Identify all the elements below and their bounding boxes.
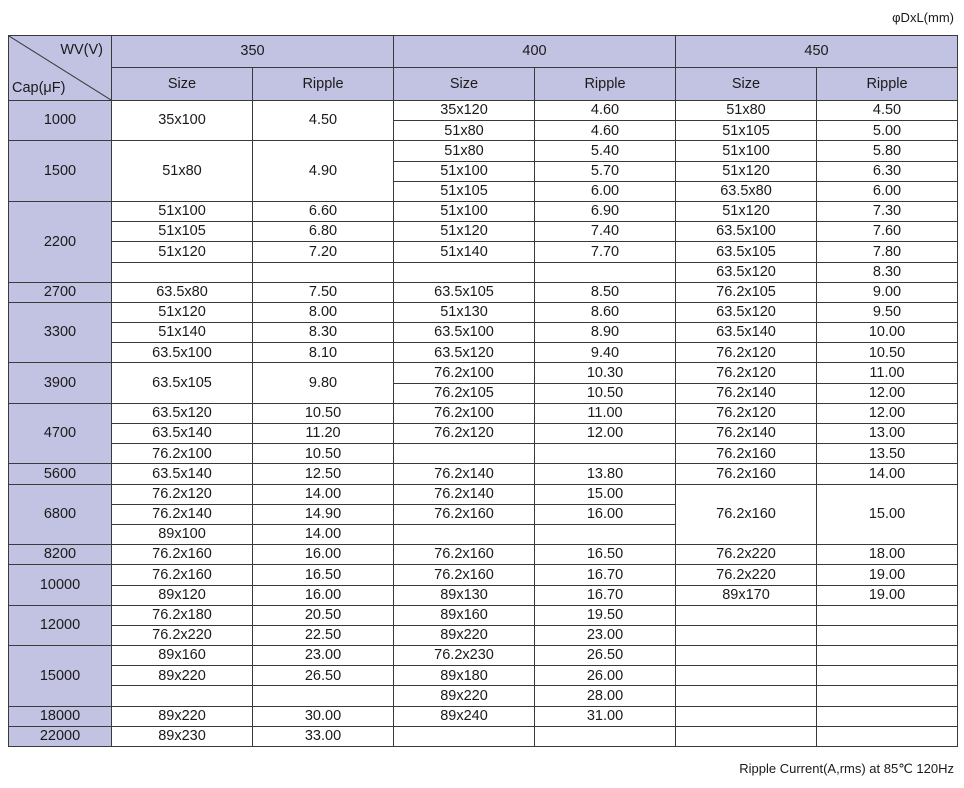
size-cell-350: 35x100 (112, 101, 253, 141)
ripple-cell-450: 11.00 (817, 363, 958, 383)
size-cell-450: 63.5x120 (676, 302, 817, 322)
size-cell-350: 76.2x120 (112, 484, 253, 504)
size-cell-450: 89x170 (676, 585, 817, 605)
ripple-cell-400: 4.60 (535, 121, 676, 141)
ripple-cell-400: 26.50 (535, 646, 676, 666)
capacitance-cell: 8200 (9, 545, 112, 565)
ripple-cell-400 (535, 524, 676, 544)
voltage-header-row (9, 36, 958, 68)
size-cell-350: 76.2x160 (112, 545, 253, 565)
corner-header (9, 36, 112, 101)
ripple-cell-450: 13.00 (817, 424, 958, 444)
capacitance-cell: 15000 (9, 646, 112, 707)
ripple-cell-350: 8.00 (253, 302, 394, 322)
size-cell-400: 89x160 (394, 605, 535, 625)
ripple-cell-450: 14.00 (817, 464, 958, 484)
ripple-cell-350: 14.00 (253, 484, 394, 504)
size-cell-400: 51x80 (394, 121, 535, 141)
ripple-cell-400: 23.00 (535, 625, 676, 645)
ripple-cell-400: 10.30 (535, 363, 676, 383)
size-cell-450: 76.2x120 (676, 343, 817, 363)
size-cell-400: 76.2x100 (394, 403, 535, 423)
table-row (9, 444, 958, 464)
size-cell-350: 51x140 (112, 323, 253, 343)
size-cell-450: 76.2x220 (676, 565, 817, 585)
capacitance-cell: 1000 (9, 101, 112, 141)
ripple-cell-350 (253, 262, 394, 282)
capacitance-cell: 22000 (9, 726, 112, 746)
capacitance-cell: 2200 (9, 201, 112, 282)
ripple-cell-450: 9.00 (817, 282, 958, 302)
size-cell-350: 89x230 (112, 726, 253, 746)
ripple-cell-450: 7.80 (817, 242, 958, 262)
size-cell-450: 51x105 (676, 121, 817, 141)
capacitance-cell: 3300 (9, 302, 112, 363)
capacitance-cell: 6800 (9, 484, 112, 545)
size-cell-400: 89x180 (394, 666, 535, 686)
ripple-cell-400: 6.90 (535, 201, 676, 221)
ripple-cell-350: 33.00 (253, 726, 394, 746)
ripple-cell-400: 7.40 (535, 222, 676, 242)
size-cell-400: 76.2x230 (394, 646, 535, 666)
table-row (9, 565, 958, 585)
ripple-cell-350: 16.00 (253, 585, 394, 605)
ripple-cell-400: 13.80 (535, 464, 676, 484)
ripple-cell-350: 10.50 (253, 403, 394, 423)
ripple-cell-450 (817, 625, 958, 645)
table-row (9, 424, 958, 444)
ripple-cell-400: 16.70 (535, 585, 676, 605)
ripple-cell-450: 19.00 (817, 565, 958, 585)
ripple-header: Ripple (535, 68, 676, 101)
column-header-row (9, 68, 958, 101)
table-row (9, 706, 958, 726)
size-cell-350: 63.5x100 (112, 343, 253, 363)
size-cell-400: 76.2x140 (394, 484, 535, 504)
size-cell-400: 63.5x100 (394, 323, 535, 343)
ripple-cell-350: 6.80 (253, 222, 394, 242)
table-row (9, 302, 958, 322)
table-row (9, 343, 958, 363)
ripple-cell-450: 10.00 (817, 323, 958, 343)
size-cell-400: 63.5x120 (394, 343, 535, 363)
size-cell-400: 51x80 (394, 141, 535, 161)
ripple-cell-450: 6.30 (817, 161, 958, 181)
size-cell-450: 76.2x105 (676, 282, 817, 302)
table-row (9, 666, 958, 686)
size-cell-400: 76.2x100 (394, 363, 535, 383)
size-cell-350: 51x105 (112, 222, 253, 242)
table-row (9, 201, 958, 221)
size-cell-450 (676, 686, 817, 706)
size-cell-400 (394, 524, 535, 544)
size-cell-450: 63.5x120 (676, 262, 817, 282)
size-cell-350: 63.5x120 (112, 403, 253, 423)
ripple-cell-350: 16.00 (253, 545, 394, 565)
table-row (9, 686, 958, 706)
table-row (9, 262, 958, 282)
ripple-cell-400: 16.00 (535, 504, 676, 524)
table-row (9, 141, 958, 161)
size-cell-400: 51x105 (394, 181, 535, 201)
table-row (9, 363, 958, 383)
voltage-350-header: 350 (112, 36, 394, 68)
ripple-cell-450: 12.00 (817, 383, 958, 403)
ripple-cell-350: 6.60 (253, 201, 394, 221)
ripple-cell-450: 5.80 (817, 141, 958, 161)
ripple-cell-350: 8.30 (253, 323, 394, 343)
size-cell-400: 89x220 (394, 686, 535, 706)
table-row (9, 323, 958, 343)
capacitance-cell: 12000 (9, 605, 112, 645)
wv-label: WV(V) (60, 42, 103, 58)
ripple-cell-350: 7.20 (253, 242, 394, 262)
size-cell-450 (676, 625, 817, 645)
ripple-cell-450 (817, 605, 958, 625)
table-row (9, 726, 958, 746)
ripple-cell-350: 8.10 (253, 343, 394, 363)
size-cell-450: 76.2x160 (676, 464, 817, 484)
size-cell-400 (394, 262, 535, 282)
size-cell-350: 51x100 (112, 201, 253, 221)
size-cell-400: 76.2x160 (394, 545, 535, 565)
table-row (9, 464, 958, 484)
table-row (9, 282, 958, 302)
size-cell-350: 51x120 (112, 302, 253, 322)
ripple-cell-400 (535, 726, 676, 746)
size-cell-400 (394, 726, 535, 746)
ripple-cell-400: 11.00 (535, 403, 676, 423)
size-cell-350: 76.2x100 (112, 444, 253, 464)
size-cell-350: 51x80 (112, 141, 253, 202)
size-cell-450: 76.2x120 (676, 363, 817, 383)
size-cell-400: 89x220 (394, 625, 535, 645)
table-row (9, 625, 958, 645)
ripple-cell-400: 8.50 (535, 282, 676, 302)
size-cell-400: 63.5x105 (394, 282, 535, 302)
capacitance-cell: 5600 (9, 464, 112, 484)
size-cell-400: 76.2x120 (394, 424, 535, 444)
ripple-cell-450: 12.00 (817, 403, 958, 423)
footnote: Ripple Current(A,rms) at 85℃ 120Hz (739, 761, 954, 776)
size-cell-350: 63.5x140 (112, 424, 253, 444)
size-cell-400: 76.2x160 (394, 504, 535, 524)
ripple-cell-350: 4.50 (253, 101, 394, 141)
ripple-cell-450: 7.30 (817, 201, 958, 221)
size-cell-450: 76.2x220 (676, 545, 817, 565)
size-cell-400: 51x100 (394, 201, 535, 221)
table-row (9, 646, 958, 666)
size-cell-350: 76.2x220 (112, 625, 253, 645)
ripple-cell-400: 16.50 (535, 545, 676, 565)
ripple-cell-350: 7.50 (253, 282, 394, 302)
size-cell-450: 51x80 (676, 101, 817, 121)
size-cell-450: 63.5x80 (676, 181, 817, 201)
size-cell-450 (676, 605, 817, 625)
ripple-cell-400: 31.00 (535, 706, 676, 726)
size-cell-400: 89x130 (394, 585, 535, 605)
size-cell-450: 76.2x160 (676, 444, 817, 464)
ripple-cell-400: 12.00 (535, 424, 676, 444)
size-cell-350: 76.2x180 (112, 605, 253, 625)
ripple-cell-450: 9.50 (817, 302, 958, 322)
size-cell-450: 76.2x160 (676, 484, 817, 545)
size-cell-450: 76.2x120 (676, 403, 817, 423)
size-cell-350: 89x100 (112, 524, 253, 544)
table-row (9, 242, 958, 262)
size-cell-450: 51x100 (676, 141, 817, 161)
ripple-cell-450: 13.50 (817, 444, 958, 464)
ripple-cell-400: 9.40 (535, 343, 676, 363)
ripple-cell-400: 6.00 (535, 181, 676, 201)
ripple-cell-350: 12.50 (253, 464, 394, 484)
size-cell-350: 63.5x140 (112, 464, 253, 484)
ripple-cell-450 (817, 646, 958, 666)
ripple-cell-400: 19.50 (535, 605, 676, 625)
ripple-cell-350: 14.90 (253, 504, 394, 524)
ripple-header: Ripple (253, 68, 394, 101)
ripple-cell-400: 8.60 (535, 302, 676, 322)
size-cell-350: 76.2x160 (112, 565, 253, 585)
ripple-cell-400: 8.90 (535, 323, 676, 343)
size-cell-350 (112, 686, 253, 706)
ripple-cell-400: 15.00 (535, 484, 676, 504)
ripple-cell-350: 9.80 (253, 363, 394, 403)
size-cell-450: 63.5x105 (676, 242, 817, 262)
size-cell-350: 63.5x105 (112, 363, 253, 403)
size-cell-400: 51x140 (394, 242, 535, 262)
size-cell-450: 76.2x140 (676, 424, 817, 444)
size-header: Size (676, 68, 817, 101)
ripple-cell-350: 20.50 (253, 605, 394, 625)
ripple-header: Ripple (817, 68, 958, 101)
table-row (9, 101, 958, 121)
size-cell-450 (676, 706, 817, 726)
capacitor-spec-table (8, 35, 958, 747)
ripple-cell-350: 22.50 (253, 625, 394, 645)
ripple-cell-450: 18.00 (817, 545, 958, 565)
size-cell-350: 51x120 (112, 242, 253, 262)
size-header: Size (394, 68, 535, 101)
ripple-cell-450: 19.00 (817, 585, 958, 605)
ripple-cell-400: 26.00 (535, 666, 676, 686)
ripple-cell-400: 4.60 (535, 101, 676, 121)
ripple-cell-450: 15.00 (817, 484, 958, 545)
size-cell-450 (676, 646, 817, 666)
table-row (9, 403, 958, 423)
size-cell-350 (112, 262, 253, 282)
size-cell-400: 51x130 (394, 302, 535, 322)
size-cell-450: 51x120 (676, 201, 817, 221)
ripple-cell-400: 5.40 (535, 141, 676, 161)
ripple-cell-350: 16.50 (253, 565, 394, 585)
ripple-cell-400: 16.70 (535, 565, 676, 585)
ripple-cell-400 (535, 262, 676, 282)
ripple-cell-350 (253, 686, 394, 706)
ripple-cell-400: 28.00 (535, 686, 676, 706)
ripple-cell-400: 7.70 (535, 242, 676, 262)
capacitance-cell: 2700 (9, 282, 112, 302)
table-row (9, 484, 958, 504)
ripple-cell-350: 4.90 (253, 141, 394, 202)
capacitance-cell: 18000 (9, 706, 112, 726)
size-cell-450: 51x120 (676, 161, 817, 181)
size-cell-450 (676, 666, 817, 686)
size-cell-400: 76.2x140 (394, 464, 535, 484)
table-row (9, 222, 958, 242)
table-row (9, 605, 958, 625)
ripple-cell-450: 5.00 (817, 121, 958, 141)
capacitance-cell: 3900 (9, 363, 112, 403)
size-cell-450 (676, 726, 817, 746)
ripple-cell-450 (817, 666, 958, 686)
size-cell-350: 63.5x80 (112, 282, 253, 302)
capacitance-cell: 1500 (9, 141, 112, 202)
ripple-cell-450: 8.30 (817, 262, 958, 282)
size-cell-400: 89x240 (394, 706, 535, 726)
ripple-cell-450 (817, 726, 958, 746)
size-cell-350: 89x160 (112, 646, 253, 666)
size-cell-400: 76.2x105 (394, 383, 535, 403)
size-cell-400: 35x120 (394, 101, 535, 121)
ripple-cell-400 (535, 444, 676, 464)
size-cell-450: 63.5x140 (676, 323, 817, 343)
ripple-cell-350: 23.00 (253, 646, 394, 666)
ripple-cell-450 (817, 706, 958, 726)
ripple-cell-350: 30.00 (253, 706, 394, 726)
size-cell-350: 89x220 (112, 706, 253, 726)
size-cell-400: 51x100 (394, 161, 535, 181)
size-cell-400: 51x120 (394, 222, 535, 242)
size-cell-450: 76.2x140 (676, 383, 817, 403)
ripple-cell-350: 14.00 (253, 524, 394, 544)
ripple-cell-450: 6.00 (817, 181, 958, 201)
ripple-cell-450: 10.50 (817, 343, 958, 363)
size-header: Size (112, 68, 253, 101)
table-row (9, 545, 958, 565)
size-cell-350: 76.2x140 (112, 504, 253, 524)
ripple-cell-350: 10.50 (253, 444, 394, 464)
ripple-cell-400: 10.50 (535, 383, 676, 403)
ripple-cell-450: 4.50 (817, 101, 958, 121)
ripple-cell-350: 11.20 (253, 424, 394, 444)
size-cell-450: 63.5x100 (676, 222, 817, 242)
size-cell-350: 89x220 (112, 666, 253, 686)
capacitance-cell: 10000 (9, 565, 112, 605)
ripple-cell-450: 7.60 (817, 222, 958, 242)
ripple-cell-450 (817, 686, 958, 706)
size-cell-400 (394, 444, 535, 464)
capacitance-cell: 4700 (9, 403, 112, 464)
voltage-400-header: 400 (394, 36, 676, 68)
unit-note: φDxL(mm) (892, 10, 954, 25)
table-row (9, 585, 958, 605)
cap-label: Cap(μF) (12, 79, 66, 96)
size-cell-400: 76.2x160 (394, 565, 535, 585)
ripple-cell-400: 5.70 (535, 161, 676, 181)
size-cell-350: 89x120 (112, 585, 253, 605)
ripple-cell-350: 26.50 (253, 666, 394, 686)
voltage-450-header: 450 (676, 36, 958, 68)
